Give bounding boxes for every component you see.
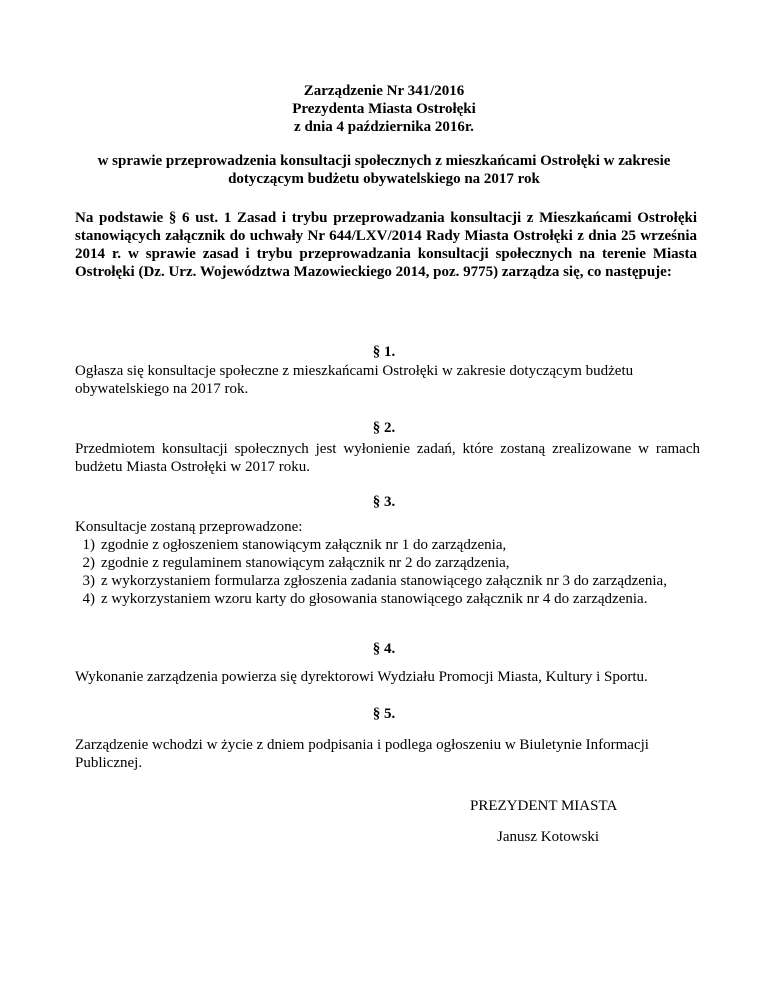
section-4-text: Wykonanie zarządzenia powierza się dyrektorowi Wydziału Promocji Miasta, Kultury i Sportu. [75,669,648,685]
section-4-title: § 4. [372,641,396,657]
section-3-list [75,518,715,608]
section-2-title: § 2. [372,420,396,436]
section-5-text: Zarządzenie wchodzi w życie z dniem podpisania i podlega ogłoszeniu w Biuletynie Informacji Publicznej. [75,737,649,771]
header-date: z dnia 4 października 2016r. [294,119,474,135]
header-title: Zarządzenie Nr 341/2016 [303,83,465,99]
section-5-title: § 5. [372,706,396,722]
document-subject [0,152,768,188]
consultation-method-list [75,536,715,608]
list-item: 4) z wykorzystaniem wzoru karty do głosowania stanowiącego załącznik nr 4 do zarządzenia. [82,591,648,607]
list-item: 3) z wykorzystaniem formularza zgłoszenia zadania stanowiącego załącznik nr 3 do zarządzenia, [82,573,667,589]
header-issuer: Prezydenta Miasta Ostrołęki [292,101,476,117]
subject-line-2: dotyczącym budżetu obywatelskiego na 2017 rok [228,171,540,187]
subject-line-1: w sprawie przeprowadzenia konsultacji społecznych z mieszkańcami Ostrołęki w zakresie [97,153,671,169]
list-item: 1) zgodnie z ogłoszeniem stanowiącym załącznik nr 1 do zarządzenia, [82,537,507,553]
section-1-text: Ogłasza się konsultacje społeczne z mieszkańcami Ostrołęki w zakresie dotyczącym budżetu obywatelskiego na 2017 rok. [75,363,634,397]
section-2-text: Przedmiotem konsultacji społecznych jest wyłonienie zadań, które zostaną zrealizowane w ramach budżetu Miasta Ostrołęki w 2017 roku. [75,441,700,475]
signature-name: Janusz Kotowski [497,829,600,845]
section-3-intro: Konsultacje zostaną przeprowadzone: [75,519,303,535]
section-3-title: § 3. [372,494,396,510]
section-1-title: § 1. [372,344,396,360]
list-item: 2) zgodnie z regulaminem stanowiącym załącznik nr 2 do zarządzenia, [82,555,510,571]
legal-basis: Na podstawie § 6 ust. 1 Zasad i trybu przeprowadzania konsultacji z Mieszkańcami Ostrołęki stanowiących załącznik do uchwały Nr 644/LXV/2014 Rady Miasta Ostrołęki z dnia 25 września 2014 r. w sprawie zasad i trybu przeprowadzania konsultacji społecznych na terenie Miasta Ostrołęki (Dz. Urz. Województwa Mazowieckiego 2014, poz. 9775) zarządza się, co następuje: [75,210,697,280]
document-header [0,82,768,136]
signature-title: PREZYDENT MIASTA [470,798,618,814]
